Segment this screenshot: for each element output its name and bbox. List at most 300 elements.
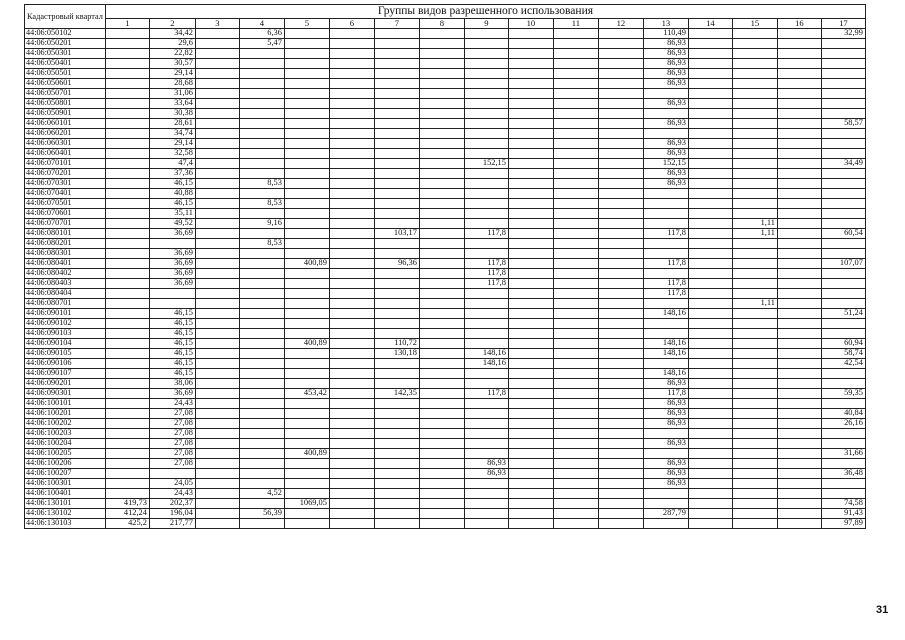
value-cell: [598, 259, 643, 269]
value-cell: [195, 279, 239, 289]
value-cell: [777, 99, 821, 109]
value-cell: [195, 519, 239, 529]
value-cell: [105, 419, 149, 429]
value-cell: [732, 279, 777, 289]
value-cell: [777, 499, 821, 509]
value-cell: [239, 449, 284, 459]
quarter-cell: 44:06:130102: [25, 509, 106, 519]
value-cell: [374, 79, 419, 89]
value-cell: [508, 269, 553, 279]
header-row-groups: [25, 5, 866, 19]
value-cell: [821, 379, 865, 389]
table-row: [25, 119, 866, 129]
quarter-cell: 44:06:050501: [25, 69, 106, 79]
value-cell: [553, 399, 598, 409]
value-cell: 117,8: [643, 229, 688, 239]
value-cell: [374, 289, 419, 299]
quarter-cell: 44:06:070301: [25, 179, 106, 189]
value-cell: 86,93: [643, 419, 688, 429]
value-cell: 47,4: [149, 159, 195, 169]
value-cell: 86,93: [643, 39, 688, 49]
value-cell: [239, 339, 284, 349]
value-cell: [643, 519, 688, 529]
value-cell: [777, 449, 821, 459]
value-cell: [374, 49, 419, 59]
quarter-cell: 44:06:050401: [25, 59, 106, 69]
value-cell: [284, 249, 329, 259]
value-cell: [508, 359, 553, 369]
value-cell: [643, 209, 688, 219]
value-cell: [732, 499, 777, 509]
column-number-header: 10: [508, 19, 553, 29]
value-cell: 117,8: [643, 289, 688, 299]
value-cell: [598, 209, 643, 219]
value-cell: [821, 369, 865, 379]
value-cell: 58,74: [821, 349, 865, 359]
value-cell: [105, 209, 149, 219]
value-cell: [553, 219, 598, 229]
value-cell: [508, 379, 553, 389]
value-cell: [195, 389, 239, 399]
value-cell: [149, 289, 195, 299]
value-cell: [688, 39, 732, 49]
value-cell: [688, 119, 732, 129]
value-cell: [688, 269, 732, 279]
value-cell: [374, 419, 419, 429]
value-cell: [821, 479, 865, 489]
value-cell: [777, 159, 821, 169]
value-cell: [732, 469, 777, 479]
value-cell: [598, 509, 643, 519]
value-cell: [419, 429, 464, 439]
quarter-cell: 44:06:070601: [25, 209, 106, 219]
value-cell: [239, 209, 284, 219]
value-cell: [329, 349, 374, 359]
value-cell: [284, 189, 329, 199]
table-row: [25, 459, 866, 469]
value-cell: 27,08: [149, 449, 195, 459]
value-cell: [688, 159, 732, 169]
value-cell: 36,69: [149, 229, 195, 239]
value-cell: [329, 219, 374, 229]
value-cell: [508, 39, 553, 49]
value-cell: [643, 109, 688, 119]
value-cell: [419, 389, 464, 399]
value-cell: [598, 149, 643, 159]
quarter-cell: 44:06:100202: [25, 419, 106, 429]
quarter-cell: 44:06:080201: [25, 239, 106, 249]
value-cell: [195, 269, 239, 279]
quarter-cell: 44:06:060101: [25, 119, 106, 129]
value-cell: [553, 39, 598, 49]
value-cell: [329, 39, 374, 49]
value-cell: 24,43: [149, 489, 195, 499]
value-cell: [419, 259, 464, 269]
value-cell: [643, 319, 688, 329]
value-cell: [553, 469, 598, 479]
value-cell: [374, 109, 419, 119]
table-row: [25, 49, 866, 59]
value-cell: [284, 179, 329, 189]
value-cell: [329, 149, 374, 159]
value-cell: [284, 399, 329, 409]
value-cell: [195, 49, 239, 59]
value-cell: 1069,05: [284, 499, 329, 509]
value-cell: 36,69: [149, 259, 195, 269]
value-cell: [553, 359, 598, 369]
value-cell: [732, 489, 777, 499]
value-cell: 59,35: [821, 389, 865, 399]
value-cell: [284, 439, 329, 449]
value-cell: [688, 229, 732, 239]
value-cell: [732, 289, 777, 299]
table-row: [25, 229, 866, 239]
value-cell: [732, 429, 777, 439]
value-cell: [688, 389, 732, 399]
value-cell: [149, 469, 195, 479]
value-cell: [464, 89, 508, 99]
table-row: [25, 509, 866, 519]
value-cell: [195, 159, 239, 169]
value-cell: [688, 429, 732, 439]
table-row: [25, 79, 866, 89]
value-cell: [688, 259, 732, 269]
table-row: [25, 449, 866, 459]
value-cell: [105, 339, 149, 349]
value-cell: [105, 29, 149, 39]
value-cell: [688, 349, 732, 359]
value-cell: [598, 299, 643, 309]
table-row: [25, 389, 866, 399]
value-cell: [284, 369, 329, 379]
quarter-cell: 44:06:090101: [25, 309, 106, 319]
table-row: [25, 479, 866, 489]
value-cell: [105, 279, 149, 289]
value-cell: 46,15: [149, 349, 195, 359]
value-cell: [732, 89, 777, 99]
value-cell: [329, 469, 374, 479]
value-cell: [329, 309, 374, 319]
value-cell: [284, 479, 329, 489]
value-cell: [732, 449, 777, 459]
value-cell: [732, 119, 777, 129]
table-row: [25, 169, 866, 179]
value-cell: [374, 159, 419, 169]
value-cell: [419, 219, 464, 229]
column-number-header: 3: [195, 19, 239, 29]
value-cell: [239, 309, 284, 319]
value-cell: [508, 169, 553, 179]
value-cell: [329, 239, 374, 249]
value-cell: [777, 139, 821, 149]
value-cell: [821, 249, 865, 259]
value-cell: [777, 389, 821, 399]
value-cell: [195, 39, 239, 49]
value-cell: [329, 139, 374, 149]
value-cell: [553, 409, 598, 419]
value-cell: 86,93: [643, 479, 688, 489]
value-cell: [732, 209, 777, 219]
value-cell: [688, 109, 732, 119]
quarter-cell: 44:06:060401: [25, 149, 106, 159]
value-cell: 142,35: [374, 389, 419, 399]
value-cell: [508, 209, 553, 219]
value-cell: [284, 159, 329, 169]
value-cell: [195, 179, 239, 189]
value-cell: [195, 219, 239, 229]
table-row: [25, 249, 866, 259]
value-cell: [464, 329, 508, 339]
value-cell: [374, 39, 419, 49]
value-cell: [732, 309, 777, 319]
value-cell: [419, 409, 464, 419]
value-cell: [239, 139, 284, 149]
value-cell: [419, 79, 464, 89]
value-cell: [553, 149, 598, 159]
value-cell: [688, 489, 732, 499]
value-cell: [553, 339, 598, 349]
value-cell: 86,93: [643, 179, 688, 189]
value-cell: [239, 169, 284, 179]
value-cell: [374, 29, 419, 39]
value-cell: [508, 369, 553, 379]
value-cell: [688, 359, 732, 369]
value-cell: 29,14: [149, 139, 195, 149]
value-cell: [284, 269, 329, 279]
value-cell: [553, 199, 598, 209]
value-cell: [688, 299, 732, 309]
value-cell: [239, 439, 284, 449]
value-cell: [688, 509, 732, 519]
value-cell: [374, 479, 419, 489]
value-cell: [553, 179, 598, 189]
value-cell: [553, 89, 598, 99]
value-cell: [239, 409, 284, 419]
value-cell: [329, 489, 374, 499]
value-cell: 400,89: [284, 259, 329, 269]
table-row: [25, 99, 866, 109]
value-cell: [598, 469, 643, 479]
value-cell: [329, 229, 374, 239]
value-cell: [284, 99, 329, 109]
value-cell: [374, 309, 419, 319]
value-cell: [553, 239, 598, 249]
quarter-cell: 44:06:080701: [25, 299, 106, 309]
value-cell: [777, 229, 821, 239]
value-cell: [464, 409, 508, 419]
value-cell: [284, 279, 329, 289]
table-row: [25, 209, 866, 219]
value-cell: [688, 49, 732, 59]
value-cell: [195, 379, 239, 389]
value-cell: [374, 499, 419, 509]
value-cell: [284, 379, 329, 389]
value-cell: [374, 249, 419, 259]
value-cell: [777, 209, 821, 219]
value-cell: [777, 349, 821, 359]
value-cell: [329, 379, 374, 389]
value-cell: 148,16: [464, 359, 508, 369]
value-cell: [688, 519, 732, 529]
value-cell: [598, 479, 643, 489]
value-cell: [732, 189, 777, 199]
value-cell: [777, 129, 821, 139]
value-cell: 202,37: [149, 499, 195, 509]
value-cell: [643, 359, 688, 369]
table-row: [25, 279, 866, 289]
value-cell: [105, 199, 149, 209]
value-cell: [508, 459, 553, 469]
value-cell: [821, 129, 865, 139]
value-cell: 86,93: [643, 379, 688, 389]
value-cell: [329, 109, 374, 119]
value-cell: [732, 59, 777, 69]
column-number-header: 13: [643, 19, 688, 29]
value-cell: [598, 439, 643, 449]
value-cell: [464, 79, 508, 89]
value-cell: [777, 459, 821, 469]
value-cell: [598, 499, 643, 509]
value-cell: [419, 279, 464, 289]
value-cell: [105, 119, 149, 129]
value-cell: [732, 259, 777, 269]
value-cell: [105, 449, 149, 459]
value-cell: [464, 39, 508, 49]
value-cell: [105, 409, 149, 419]
value-cell: [598, 389, 643, 399]
value-cell: [643, 489, 688, 499]
value-cell: [777, 169, 821, 179]
table-row: [25, 399, 866, 409]
value-cell: [553, 499, 598, 509]
table-row: [25, 519, 866, 529]
value-cell: [688, 449, 732, 459]
column-number-header: 4: [239, 19, 284, 29]
value-cell: [374, 439, 419, 449]
value-cell: [195, 29, 239, 39]
value-cell: [284, 89, 329, 99]
value-cell: [732, 339, 777, 349]
quarter-cell: 44:06:130101: [25, 499, 106, 509]
value-cell: [598, 229, 643, 239]
quarter-cell: 44:06:090103: [25, 329, 106, 339]
value-cell: [374, 509, 419, 519]
value-cell: [598, 349, 643, 359]
value-cell: [105, 59, 149, 69]
value-cell: [821, 139, 865, 149]
value-cell: [284, 469, 329, 479]
value-cell: [643, 189, 688, 199]
value-cell: [329, 279, 374, 289]
value-cell: [598, 379, 643, 389]
value-cell: [374, 89, 419, 99]
value-cell: [821, 189, 865, 199]
value-cell: [105, 429, 149, 439]
table-row: [25, 269, 866, 279]
value-cell: [688, 279, 732, 289]
value-cell: [777, 299, 821, 309]
value-cell: [284, 329, 329, 339]
value-cell: [105, 89, 149, 99]
value-cell: [284, 199, 329, 209]
value-cell: [239, 69, 284, 79]
value-cell: [777, 279, 821, 289]
table-row: [25, 379, 866, 389]
value-cell: [374, 469, 419, 479]
quarter-cell: 44:06:050801: [25, 99, 106, 109]
value-cell: 42,54: [821, 359, 865, 369]
value-cell: [508, 249, 553, 259]
value-cell: [464, 149, 508, 159]
value-cell: [329, 69, 374, 79]
value-cell: [821, 199, 865, 209]
quarter-cell: 44:06:070101: [25, 159, 106, 169]
value-cell: 27,08: [149, 439, 195, 449]
value-cell: [598, 489, 643, 499]
column-number-header: 16: [777, 19, 821, 29]
value-cell: [821, 169, 865, 179]
quarter-cell: 44:06:130103: [25, 519, 106, 529]
value-cell: [508, 89, 553, 99]
value-cell: [508, 69, 553, 79]
value-cell: 1,11: [732, 299, 777, 309]
value-cell: 46,15: [149, 369, 195, 379]
value-cell: [284, 319, 329, 329]
value-cell: [643, 329, 688, 339]
value-cell: [688, 149, 732, 159]
value-cell: 117,8: [464, 269, 508, 279]
value-cell: [464, 309, 508, 319]
value-cell: [553, 419, 598, 429]
value-cell: [732, 369, 777, 379]
value-cell: [195, 339, 239, 349]
value-cell: [374, 59, 419, 69]
value-cell: 86,93: [643, 69, 688, 79]
value-cell: [732, 439, 777, 449]
value-cell: [643, 89, 688, 99]
value-cell: [329, 29, 374, 39]
value-cell: [239, 499, 284, 509]
value-cell: [732, 239, 777, 249]
value-cell: [239, 389, 284, 399]
value-cell: [464, 489, 508, 499]
value-cell: [508, 279, 553, 289]
quarter-cell: 44:06:100101: [25, 399, 106, 409]
value-cell: [688, 89, 732, 99]
value-cell: [643, 299, 688, 309]
value-cell: [374, 269, 419, 279]
value-cell: 97,89: [821, 519, 865, 529]
value-cell: [419, 339, 464, 349]
value-cell: [598, 289, 643, 299]
table-row: [25, 139, 866, 149]
value-cell: [284, 299, 329, 309]
value-cell: [464, 519, 508, 529]
value-cell: [777, 149, 821, 159]
value-cell: [195, 209, 239, 219]
cadastral-values-table: [24, 4, 866, 529]
value-cell: [732, 399, 777, 409]
value-cell: [553, 79, 598, 89]
value-cell: [553, 229, 598, 239]
value-cell: 22,82: [149, 49, 195, 59]
value-cell: [195, 139, 239, 149]
table-row: [25, 179, 866, 189]
value-cell: [821, 99, 865, 109]
value-cell: [688, 289, 732, 299]
value-cell: [419, 189, 464, 199]
value-cell: [732, 109, 777, 119]
